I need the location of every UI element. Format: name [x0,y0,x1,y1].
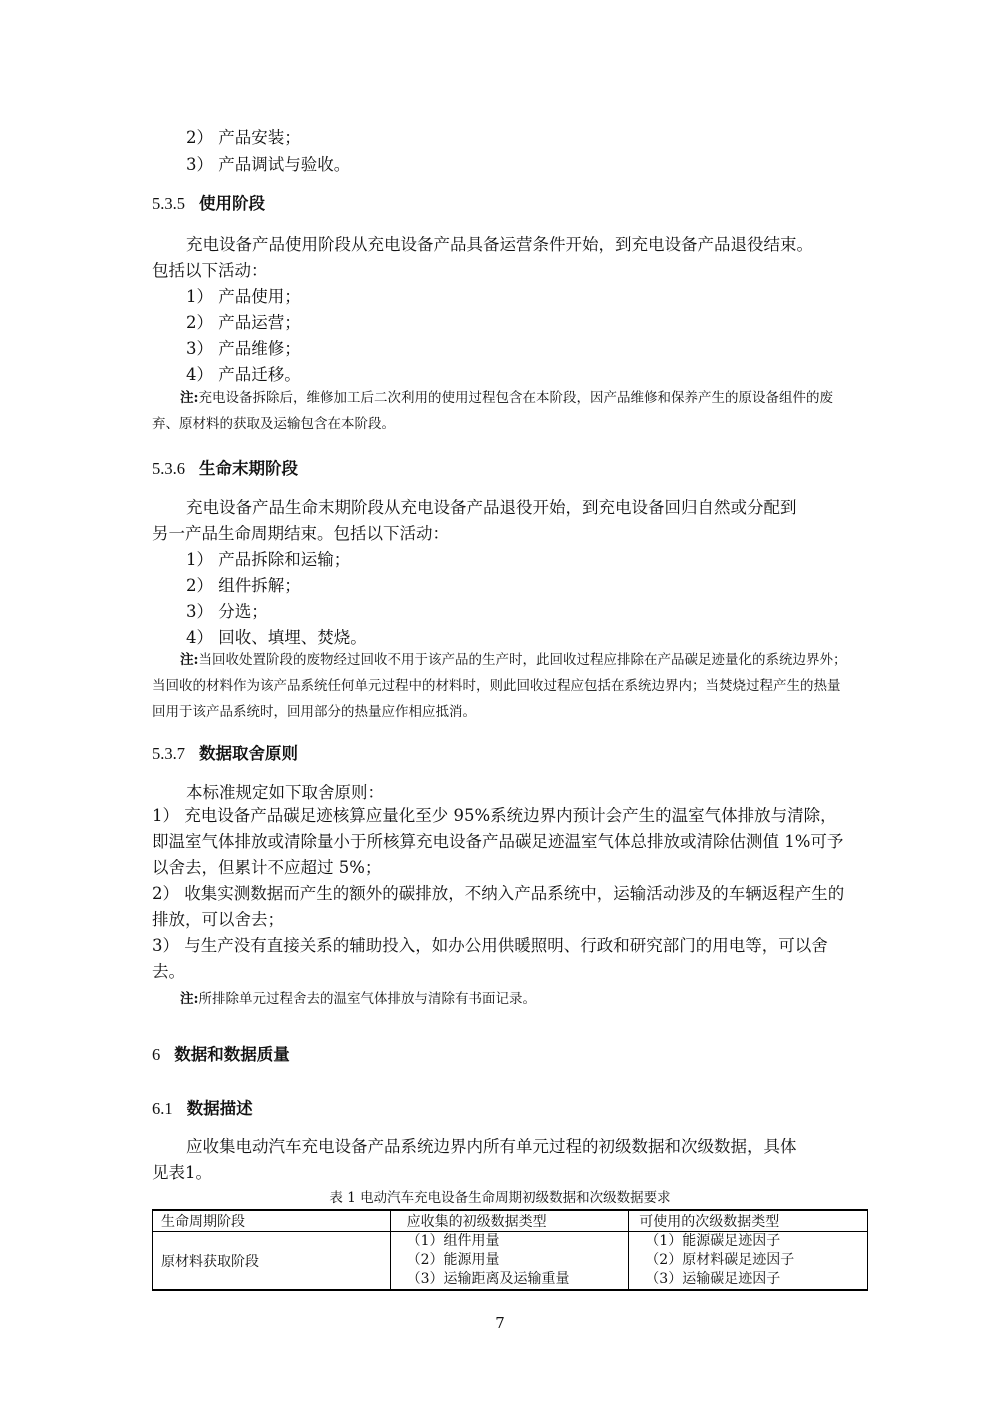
table-row [153,1232,868,1291]
paragraph: 见表1。 [152,1163,212,1182]
table-header-row [153,1210,868,1232]
list-item: 3） 产品维修； [186,339,301,358]
cell-line: （1）能源碳足迹因子 [645,1233,781,1249]
note [152,385,852,437]
note [152,986,852,1012]
paragraph: 本标准规定如下取舍原则： [186,783,384,802]
list-item: 2） 组件拆解； [186,576,301,595]
section-number: 6.1 [152,1099,173,1118]
cell-line: （2）原材料碳足迹因子 [645,1252,795,1268]
column-header: 应收集的初级数据类型 [390,1210,629,1232]
list-item: 4） 回收、填埋、焚烧。 [186,628,367,647]
paragraph: 包括以下活动： [152,261,268,280]
table-cell-secondary [629,1232,868,1291]
section-number: 5.3.5 [152,194,185,213]
cell-line: （3）运输碳足迹因子 [645,1271,781,1287]
rule-item: 3） 与生产没有直接关系的辅助投入，如办公用供暖照明、行政和研究部门的用电等，可以舍去。 [152,936,828,981]
section-title: 使用阶段 [199,194,265,213]
list-item: 1） 产品拆除和运输； [186,550,351,569]
section-title: 数据和数据质量 [174,1045,290,1064]
note-text: 当回收处置阶段的废物经过回收不用于该产品的生产时，此回收过程应排除在产品碳足迹量化的系统边界外；当回收的材料作为该产品系统任何单元过程中的材料时，则此回收过程应包括在系统边界内；当焚烧过程产生的热量回用于该产品系统时，回用部分的热量应作相应抵消。 [152,652,847,720]
page-number: 7 [495,1314,505,1332]
paragraph: 应收集电动汽车充电设备产品系统边界内所有单元过程的初级数据和次级数据，具体 [186,1137,797,1156]
cell-line: （2）能源用量 [406,1252,500,1268]
section-heading [152,1095,253,1119]
paragraph: 另一产品生命周期结束。包括以下活动： [152,524,449,543]
list-item: 3） 分选； [186,602,268,621]
note [152,647,852,725]
paragraph: 充电设备产品生命末期阶段从充电设备产品退役开始，到充电设备回归自然或分配到 [186,498,797,517]
list-item: 3） 产品调试与验收。 [186,155,351,174]
table-cell-stage: 原材料获取阶段 [153,1232,391,1291]
section-title: 数据描述 [186,1099,253,1118]
list-item: 1） 产品使用； [186,287,301,306]
section-number: 5.3.7 [152,744,185,763]
list-item: 4） 产品迁移。 [186,365,301,384]
cell-line: （1）组件用量 [406,1233,500,1249]
cell-line: （3）运输距离及运输重量 [406,1271,570,1287]
section-title: 数据取舍原则 [199,744,298,763]
column-header: 可使用的次级数据类型 [629,1210,868,1232]
section-title: 生命末期阶段 [199,459,298,478]
section-heading [152,740,298,764]
rule-item: 2） 收集实测数据而产生的额外的碳排放，不纳入产品系统中，运输活动涉及的车辆返程产生的排放，可以舍去； [152,884,845,929]
section-heading [152,190,265,214]
note-label: 注: [180,991,199,1007]
section-number: 6 [152,1045,161,1064]
section-number: 5.3.6 [152,459,185,478]
list-item: 2） 产品运营； [186,313,301,332]
requirements-table [152,1209,868,1291]
chapter-heading [152,1041,290,1065]
note-label: 注: [180,390,199,406]
note-label: 注: [180,652,199,668]
section-heading [152,455,298,479]
note-text: 所排除单元过程舍去的温室气体排放与清除有书面记录。 [198,991,536,1007]
note-text: 充电设备拆除后，维修加工后二次利用的使用过程包含在本阶段，因产品维修和保养产生的原设备组件的废弃、原材料的获取及运输包含在本阶段。 [152,390,833,432]
table-caption: 表 1 电动汽车充电设备生命周期初级数据和次级数据要求 [329,1190,671,1206]
rule-item: 1） 充电设备产品碳足迹核算应量化至少 95%系统边界内预计会产生的温室气体排放与清除，即温室气体排放或清除量小于所核算充电设备产品碳足迹温室气体总排放或清除估测值 1%可予以舍去，但累计不应超过 5%； [152,806,844,877]
column-header: 生命周期阶段 [153,1210,391,1232]
table-cell-primary [390,1232,629,1291]
paragraph: 充电设备产品使用阶段从充电设备产品具备运营条件开始，到充电设备产品退役结束。 [186,235,813,254]
list-item: 2） 产品安装； [186,128,301,147]
